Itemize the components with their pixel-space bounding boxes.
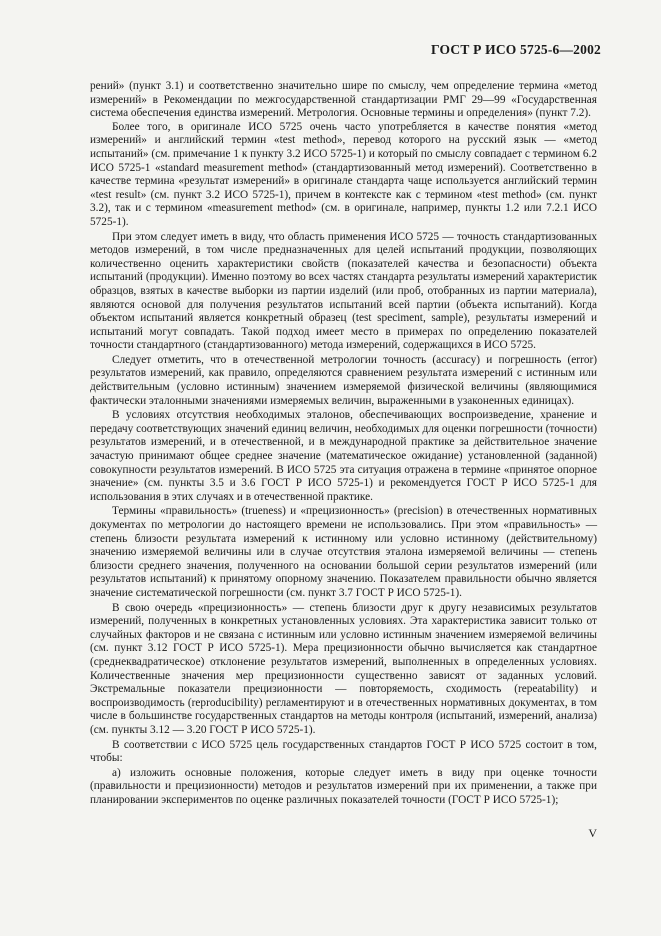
paragraph: Следует отметить, что в отечественной метрологии точность (accuracy) и погрешность (error) результатов измерений, как правило, определяются сравнением результата измерений с истинным или действительным (условно истинным) значением измеряемой физической величины (являющимися фактически эталонными значениями измеряемых величин, выраженными в узаконенных единицах). (90, 353, 597, 407)
body-text (90, 80, 597, 807)
paragraph: Термины «правильность» (trueness) и «прецизионность» (precision) в отечественных нормативных документах по метрологии до настоящего времени не использовались. При этом «правильность» — степень близости результата измерений к истинному или условно истинному (действительному) значению измеряемой величины или в случае отсутствия эталона измеряемой величины — степень близости среднего значения, полученного на основании большой серии результатов измерений (или результатов испытаний) к принятому опорному значению. Показателем правильности обычно является значение систематической погрешности (см. пункт 3.7 ГОСТ Р ИСО 5725-1). (90, 505, 597, 599)
running-header: ГОСТ Р ИСО 5725-6—2002 (431, 42, 601, 57)
paragraph: Более того, в оригинале ИСО 5725 очень часто употребляется в качестве понятия «метод измерений» и английский термин «test method», перевод которого на русский язык — «метод испытаний» (см. примечание 1 к пункту 3.2 ИСО 5725-1) и который по смыслу совпадает с термином 6.2 ИСО 5725-1 «standard measurement method» (стандартизованный метод измерений). Соответственно в качестве термина «результат измерений» в оригинале стандарта чаще используется английский термин «test result» (см. пункт 3.2 ИСО 5725-1), причем в контексте как с термином «test method» (см. пункт 3.2), так и с термином «measurement method» (см. в оригинале, например, пункты 1.2 или 7.2.1 ИСО 5725-1). (90, 120, 597, 228)
paragraph: В соответствии с ИСО 5725 цель государственных стандартов ГОСТ Р ИСО 5725 состоит в том, чтобы: (90, 738, 597, 765)
paragraph: В свою очередь «прецизионность» — степень близости друг к другу независимых результатов измерений, полученных в конкретных установленных условиях. Эта характеристика зависит только от случайных факторов и не связана с истинным или условно истинным значением измеряемой величины (см. пункт 3.12 ГОСТ Р ИСО 5725-1). Мера прецизионности обычно вычисляется как стандартное (среднеквадратическое) отклонение результатов измерений, выполненных в определенных условиях. Количественные значения мер прецизионности существенно зависят от заданных условий. Экстремальные показатели прецизионности — повторяемость, сходимость (repeatability) и воспроизводимость (reproducibility) регламентируют и в отечественных нормативных документах, в том числе в большинстве государственных стандартов на методы контроля (испытаний, измерений, анализа) (см. пункты 3.12 — 3.20 ГОСТ Р ИСО 5725-1). (90, 601, 597, 736)
paragraph: рений» (пункт 3.1) и соответственно значительно шире по смыслу, чем определение термина «метод измерений» в Рекомендации по межгосударственной стандартизации РМГ 29—99 «Государственная система обеспечения единства измерений. Метрология. Основные термины и определения» (пункт 7.2). (90, 80, 597, 120)
paragraph: В условиях отсутствия необходимых эталонов, обеспечивающих воспроизведение, хранение и передачу соответствующих значений единиц величин, необходимых для оценки погрешности (точности) результатов измерений, и в отечественной, и в международной практике за действительное значение зачастую принимают общее среднее значение (математическое ожидание) установленной (заданной) совокупности результатов измерений. В ИСО 5725 эта ситуация отражена в термине «принятое опорное значение» (см. пункты 3.5 и 3.6 ГОСТ Р ИСО 5725-1) и рекомендуется ГОСТ Р ИСО 5725-1 для использования в этих случаях и в отечественной практике. (90, 409, 597, 503)
page-number: V (588, 826, 597, 840)
paragraph: При этом следует иметь в виду, что область применения ИСО 5725 — точность стандартизованных методов измерений, в том числе предназначенных для целей испытаний продукции, позволяющих количественно оценить характеристики свойств (показателей качества и безопасности) объекта испытаний (продукции). Именно поэтому во всех частях стандарта результаты измерений характеристик образцов, взятых в качестве выборки из партии изделий (или проб, отобранных из партии материала), являются основой для получения результатов испытаний всей партии (объекта испытаний). Когда объектом испытаний является конкретный образец (test speciment, sample), результаты измерений и испытаний могут совпадать. Такой подход имеет место в примерах по определению показателей точности стандартного (стандартизованного) метода измерений, содержащихся в ИСО 5725. (90, 230, 597, 352)
list-item: а) изложить основные положения, которые следует иметь в виду при оценке точности (правильности и прецизионности) методов и результатов измерений при их применении, а также при планировании экспериментов по оценке различных показателей точности (ГОСТ Р ИСО 5725-1); (90, 766, 597, 806)
